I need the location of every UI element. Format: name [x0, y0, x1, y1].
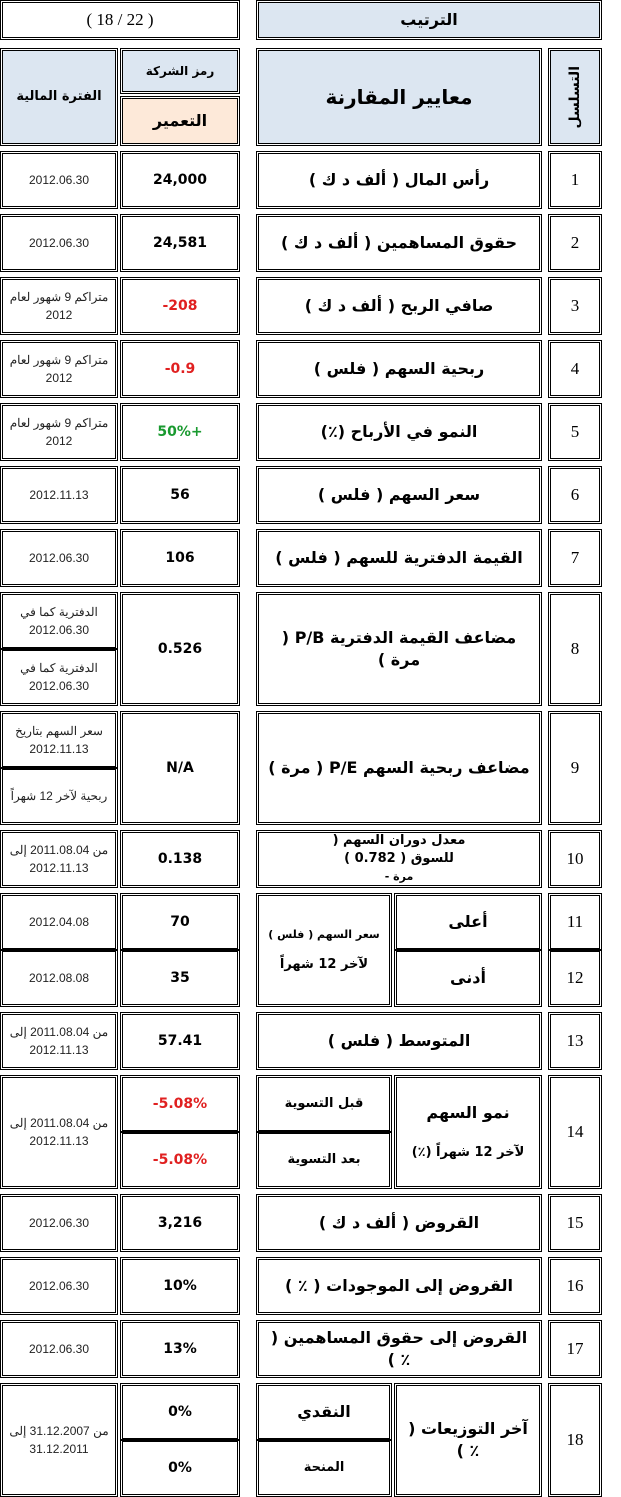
cell-text: التسلسل — [567, 65, 583, 129]
cell-text: من 2011.08.04 إلى 2012.11.13 — [9, 843, 109, 875]
cell-text: متراكم 9 شهور لعام 2012 — [9, 290, 109, 322]
cell-text: رمز الشركة — [145, 64, 215, 78]
cell-text: لآخر 12 شهراً — [279, 957, 369, 972]
criterion-cell — [258, 1322, 540, 1376]
serial-cell — [550, 468, 600, 522]
criterion-cell — [258, 1196, 540, 1250]
period-cell — [2, 594, 116, 648]
value-cell — [122, 279, 238, 333]
cell-text: 2012.06.30 — [28, 1279, 90, 1293]
sub-criterion-cell — [258, 1077, 390, 1131]
cell-text: 8 — [570, 639, 580, 658]
period-cell — [2, 769, 116, 823]
cell-text: القيمة الدفترية للسهم ( فلس ) — [275, 548, 523, 567]
value-cell — [122, 1133, 238, 1187]
cell-text: أدنى — [450, 968, 486, 987]
cell-text: الترتيب — [400, 10, 458, 29]
cell-text: لآخر 12 شهراً (٪) — [411, 1145, 525, 1160]
cell-text: 0.138 — [157, 851, 203, 867]
cell-text: المنحة — [303, 1460, 345, 1475]
criterion-cell — [396, 951, 540, 1005]
cell-text: النقدي — [297, 1402, 351, 1421]
cell-text: 24,000 — [152, 172, 208, 188]
ranking-header — [258, 2, 600, 38]
period-cell — [2, 895, 116, 949]
serial-cell — [550, 1322, 600, 1376]
price-group-cell — [258, 895, 390, 1005]
value-cell — [122, 342, 238, 396]
cell-text: ( 18 / 22 ) — [86, 10, 154, 29]
cell-text: 2012.06.30 — [28, 173, 90, 187]
criterion-cell — [258, 279, 540, 333]
period-cell — [2, 216, 116, 270]
cell-text: 56 — [170, 487, 190, 503]
cell-text: 24,581 — [152, 235, 208, 251]
cell-text: -208 — [162, 298, 198, 314]
criterion-cell — [258, 713, 540, 823]
serial-cell — [550, 342, 600, 396]
period-header — [2, 50, 116, 144]
serial-cell — [550, 216, 600, 270]
cell-text: للسوق ( 0.782 ) — [344, 851, 454, 866]
period-cell — [2, 713, 116, 767]
page-indicator — [2, 2, 238, 38]
cell-text: الفترة المالية — [16, 89, 102, 104]
criterion-cell — [258, 468, 540, 522]
cell-text: متراكم 9 شهور لعام 2012 — [9, 416, 109, 448]
value-cell — [122, 1385, 238, 1439]
cell-text: آخر التوزيعات ( ٪ ) — [408, 1419, 528, 1460]
cell-text: 4 — [570, 359, 580, 378]
cell-text: بعد التسوية — [287, 1152, 361, 1167]
period-cell — [2, 531, 116, 585]
cell-text: 11 — [566, 912, 584, 931]
cell-text: 2012.06.30 — [28, 236, 90, 250]
cell-text: القروض إلى حقوق المساهمين ( ٪ ) — [270, 1328, 528, 1369]
criterion-cell — [258, 531, 540, 585]
cell-text: 0% — [168, 1460, 192, 1476]
period-cell — [2, 832, 116, 886]
serial-cell — [550, 951, 600, 1005]
serial-cell — [550, 1259, 600, 1313]
cell-text: قبل التسوية — [284, 1096, 364, 1111]
serial-cell — [550, 1077, 600, 1187]
value-cell — [122, 1322, 238, 1376]
period-cell — [2, 405, 116, 459]
cell-text: القروض إلى الموجودات ( ٪ ) — [285, 1276, 513, 1295]
cell-text: معدل دوران السهم ( — [332, 833, 466, 848]
period-cell — [2, 279, 116, 333]
cell-text: الدفترية كما في 2012.06.30 — [20, 661, 98, 693]
cell-text: -5.08% — [152, 1152, 208, 1168]
period-cell — [2, 1196, 116, 1250]
serial-cell — [550, 1196, 600, 1250]
serial-header — [550, 50, 600, 144]
cell-text: من 2011.08.04 إلى 2012.11.13 — [9, 1025, 109, 1057]
cell-text: -0.9 — [164, 361, 196, 377]
cell-text: 2012.06.30 — [28, 1342, 90, 1356]
criterion-cell — [258, 1259, 540, 1313]
value-cell — [122, 1441, 238, 1495]
cell-text: N/A — [166, 760, 194, 776]
cell-text: القروض ( ألف د ك ) — [318, 1213, 480, 1232]
value-cell — [122, 1259, 238, 1313]
cell-text: 10% — [163, 1278, 197, 1294]
criterion-cell — [396, 1077, 540, 1187]
cell-text: 1 — [570, 170, 580, 189]
value-cell — [122, 1196, 238, 1250]
value-cell — [122, 1077, 238, 1131]
cell-text: 2012.04.08 — [28, 915, 90, 929]
criterion-cell — [396, 1385, 540, 1495]
criterion-cell — [258, 405, 540, 459]
cell-text: 13 — [566, 1031, 584, 1050]
cell-text: النمو في الأرباح (٪) — [320, 422, 478, 441]
serial-cell — [550, 594, 600, 704]
criterion-cell — [258, 832, 540, 886]
cell-text: الدفترية كما في 2012.06.30 — [20, 605, 98, 637]
period-cell — [2, 650, 116, 704]
cell-text: 2012.06.30 — [28, 551, 90, 565]
cell-text: 13% — [163, 1341, 197, 1357]
cell-text: مضاعف ربحية السهم P/E ( مرة ) — [268, 758, 530, 777]
cell-text: 106 — [165, 550, 195, 566]
cell-text: ربحية السهم ( فلس ) — [313, 359, 485, 378]
cell-text: 10 — [566, 849, 584, 868]
serial-cell — [550, 531, 600, 585]
value-cell — [122, 951, 238, 1005]
value-cell — [122, 216, 238, 270]
cell-text: 2012.11.13 — [29, 488, 89, 502]
criterion-cell — [396, 895, 540, 949]
cell-text: سعر السهم ( فلس ) — [268, 928, 380, 941]
serial-cell — [550, 153, 600, 207]
serial-cell — [550, 405, 600, 459]
period-cell — [2, 1077, 116, 1187]
cell-text: 15 — [566, 1213, 584, 1232]
cell-text: 9 — [570, 758, 580, 777]
cell-text: سعر السهم بتاريخ 2012.11.13 — [15, 724, 103, 756]
cell-text: 3,216 — [157, 1215, 203, 1231]
cell-text: 0% — [168, 1404, 192, 1420]
cell-text: صافي الربح ( ألف د ك ) — [304, 296, 494, 315]
serial-cell — [550, 279, 600, 333]
value-cell — [122, 531, 238, 585]
value-cell — [122, 713, 238, 823]
sub-criterion-cell — [258, 1133, 390, 1187]
cell-text: متراكم 9 شهور لعام 2012 — [9, 353, 109, 385]
criterion-cell — [258, 594, 540, 704]
cell-text: 57.41 — [157, 1033, 203, 1049]
cell-text: ربحية لآخر 12 شهراً — [10, 789, 108, 803]
cell-text: 17 — [566, 1339, 584, 1358]
cell-text: مضاعف القيمة الدفترية P/B ( مرة ) — [281, 628, 517, 669]
period-cell — [2, 1322, 116, 1376]
cell-text: 2012.08.08 — [28, 971, 90, 985]
period-cell — [2, 153, 116, 207]
period-cell — [2, 468, 116, 522]
cell-text: المتوسط ( فلس ) — [327, 1031, 471, 1050]
cell-text: التعمير — [152, 111, 208, 130]
period-cell — [2, 1014, 116, 1068]
cell-text: -5.08% — [152, 1096, 208, 1112]
cell-text: 7 — [570, 548, 580, 567]
company-name — [122, 98, 238, 144]
cell-text: 16 — [566, 1276, 584, 1295]
period-cell — [2, 342, 116, 396]
cell-text: من 2011.08.04 إلى 2012.11.13 — [9, 1116, 109, 1148]
value-cell — [122, 895, 238, 949]
cell-text: رأس المال ( ألف د ك ) — [308, 170, 490, 189]
cell-text: 18 — [566, 1430, 584, 1449]
value-cell — [122, 405, 238, 459]
cell-text: حقوق المساهمين ( ألف د ك ) — [280, 233, 518, 252]
cell-text: 35 — [170, 970, 190, 986]
criterion-cell — [258, 342, 540, 396]
sub-criterion-cell — [258, 1385, 390, 1439]
serial-cell — [550, 1014, 600, 1068]
cell-text: معايير المقارنة — [325, 85, 473, 109]
cell-text: 6 — [570, 485, 580, 504]
cell-text: 2 — [570, 233, 580, 252]
cell-text: 2012.06.30 — [28, 1216, 90, 1230]
value-cell — [122, 153, 238, 207]
cell-text: 0.526 — [157, 641, 203, 657]
period-cell — [2, 1385, 116, 1495]
cell-text: 3 — [570, 296, 580, 315]
cell-text: نمو السهم — [426, 1103, 510, 1122]
criterion-cell — [258, 216, 540, 270]
value-cell — [122, 594, 238, 704]
cell-text: 12 — [566, 968, 584, 987]
serial-cell — [550, 713, 600, 823]
cell-text: مرة - — [384, 870, 414, 883]
value-cell — [122, 832, 238, 886]
period-cell — [2, 951, 116, 1005]
cell-text: أعلى — [448, 912, 488, 931]
serial-cell — [550, 832, 600, 886]
value-cell — [122, 1014, 238, 1068]
serial-cell — [550, 1385, 600, 1495]
criteria-header — [258, 50, 540, 144]
company-code-header — [122, 50, 238, 92]
cell-text: من 31.12.2007 إلى 31.12.2011 — [9, 1424, 109, 1456]
cell-text: 70 — [170, 914, 190, 930]
serial-cell — [550, 895, 600, 949]
sub-criterion-cell — [258, 1441, 390, 1495]
value-cell — [122, 468, 238, 522]
cell-text: 50%+ — [157, 424, 203, 440]
criterion-cell — [258, 1014, 540, 1068]
cell-text: سعر السهم ( فلس ) — [317, 485, 481, 504]
period-cell — [2, 1259, 116, 1313]
cell-text: 14 — [566, 1122, 584, 1141]
cell-text: 5 — [570, 422, 580, 441]
criterion-cell — [258, 153, 540, 207]
